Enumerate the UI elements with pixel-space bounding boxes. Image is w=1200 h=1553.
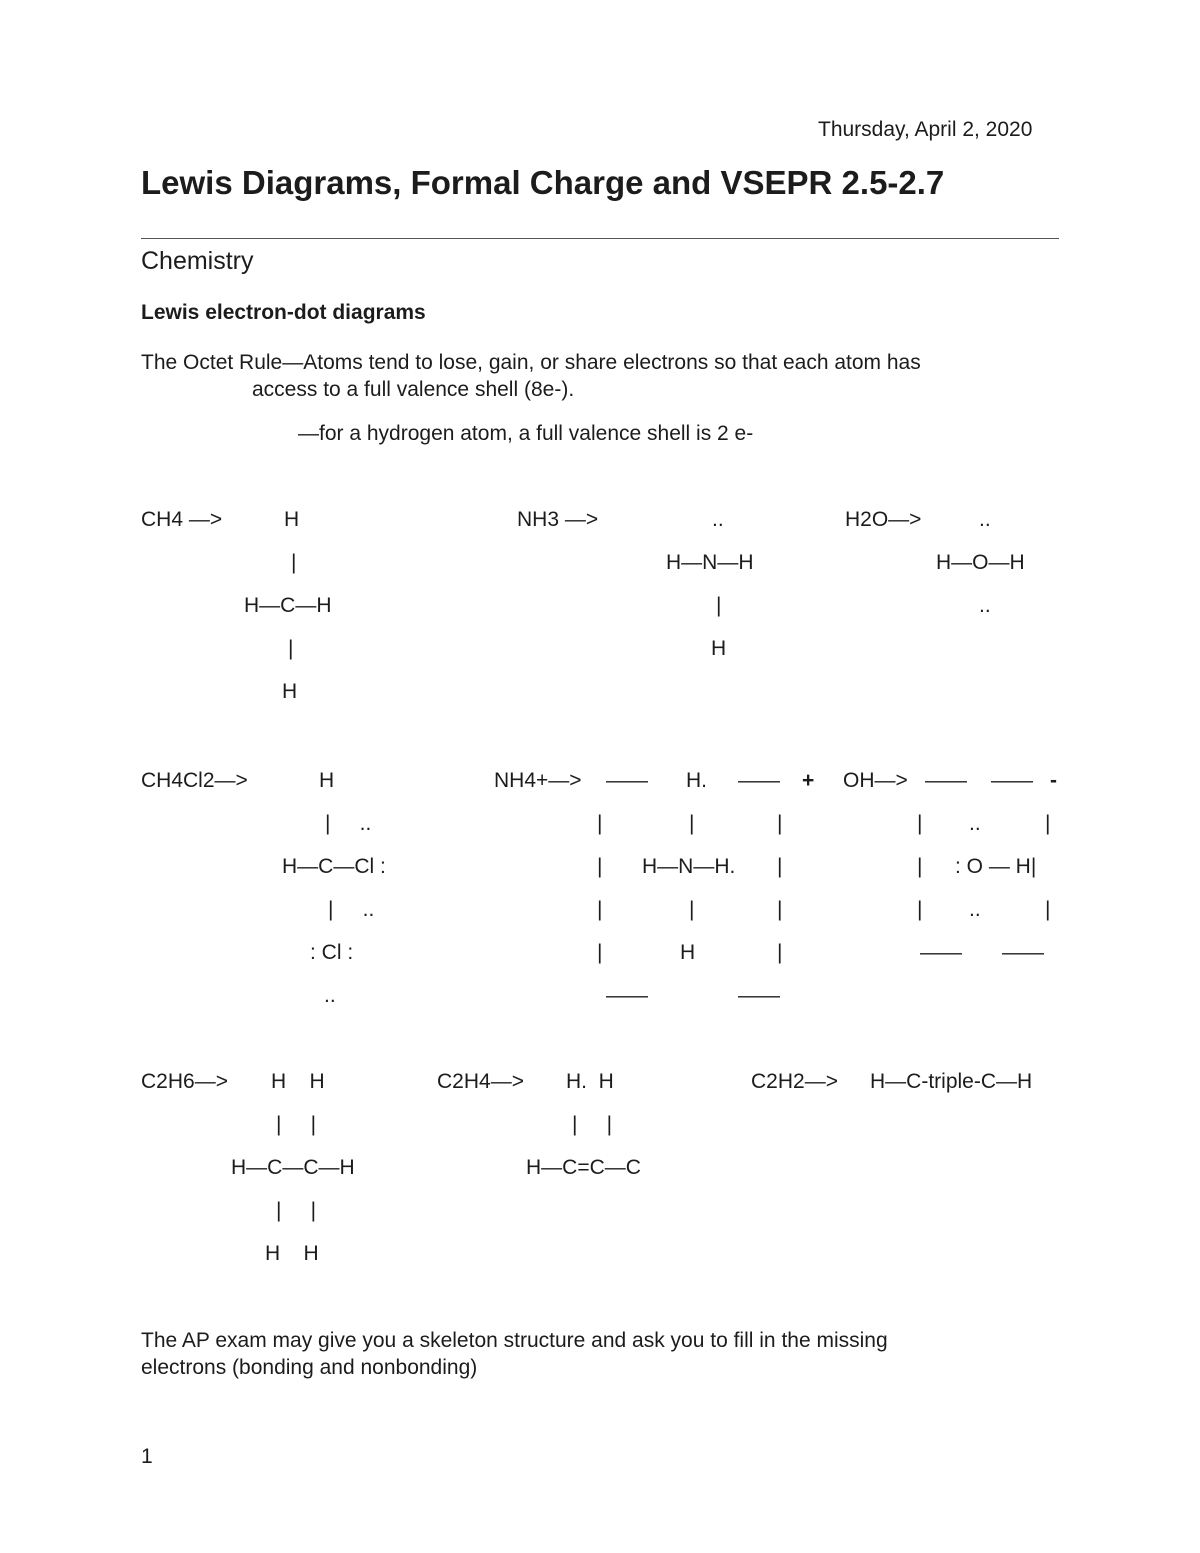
nh3-row-2: H—N—H [666, 551, 754, 574]
c2h6-row-4: | | [276, 1199, 317, 1222]
c2h2-label: C2H2—> [751, 1070, 838, 1093]
oh-bracket-right-bar: | [1045, 812, 1051, 835]
nh4-label: NH4+—> [494, 769, 582, 792]
oh-bracket-top-right: —— [991, 769, 1033, 792]
nh4-bracket-top-left: —— [606, 769, 648, 792]
nh4-bracket-left-bar: | [597, 898, 603, 921]
nh4-row-5: H [680, 941, 696, 964]
oh-bracket-left-bar: | [917, 898, 923, 921]
h2o-row-1: .. [979, 508, 991, 531]
oh-label: OH—> [843, 769, 908, 792]
nh4-bracket-bottom-left: —— [606, 984, 648, 1007]
octet-rule-line-2: access to a full valence shell (8e-). [252, 378, 575, 401]
nh4-bond-top: | [689, 812, 695, 835]
h2o-row-3: .. [979, 594, 991, 617]
oh-charge: - [1050, 769, 1057, 792]
oh-bracket-bottom-left: —— [920, 941, 962, 964]
ch4cl2-row-2: | .. [325, 812, 372, 835]
document-date: Thursday, April 2, 2020 [818, 118, 1033, 141]
c2h6-row-2: | | [276, 1113, 317, 1136]
c2h6-row-3: H—C—C—H [231, 1156, 355, 1179]
octet-rule-line-1: The Octet Rule—Atoms tend to lose, gain, or share electrons so that each atom has [141, 351, 921, 374]
oh-bracket-left-bar: | [917, 812, 923, 835]
ch4-row-4: | [288, 637, 294, 660]
ch4cl2-row-5: : Cl : [310, 941, 354, 964]
h2o-label: H2O—> [845, 508, 922, 531]
nh4-bracket-top-right: —— [738, 769, 780, 792]
ap-exam-line-1: The AP exam may give you a skeleton structure and ask you to fill in the missing [141, 1329, 888, 1352]
c2h4-row-2: | | [572, 1113, 613, 1136]
c2h6-row-5: H H [265, 1242, 319, 1265]
nh3-row-3: | [716, 594, 722, 617]
nh4-bracket-right-bar: | [777, 898, 783, 921]
ch4cl2-row-6: .. [324, 984, 336, 1007]
document-title: Lewis Diagrams, Formal Charge and VSEPR 2.5-2.7 [141, 164, 945, 201]
c2h4-label: C2H4—> [437, 1070, 524, 1093]
nh4-bracket-left-bar: | [597, 855, 603, 878]
nh4-bond-bottom: | [689, 898, 695, 921]
ch4-row-3: H—C—H [244, 594, 332, 617]
ch4cl2-label: CH4Cl2—> [141, 769, 248, 792]
subject-label: Chemistry [141, 247, 254, 275]
c2h4-row-3: H—C=C—C [526, 1156, 641, 1179]
ch4cl2-row-3: H—C—Cl : [282, 855, 386, 878]
oh-row-3: : O — H| [955, 855, 1037, 878]
oh-lone-pair-bottom: .. [969, 898, 981, 921]
oh-bracket-top-left: —— [925, 769, 967, 792]
nh4-bracket-left-bar: | [597, 812, 603, 835]
c2h4-row-1: H. H [566, 1070, 614, 1093]
oh-bracket-bottom-right: —— [1002, 941, 1044, 964]
nh4-bracket-bottom-right: —— [738, 984, 780, 1007]
ch4-row-5: H [282, 680, 298, 703]
nh3-row-4: H [711, 637, 727, 660]
h2o-row-2: H—O—H [936, 551, 1025, 574]
nh4-row-1: H. [686, 769, 707, 792]
ch4cl2-row-1: H [319, 769, 335, 792]
c2h6-label: C2H6—> [141, 1070, 228, 1093]
nh4-row-3: H—N—H. [642, 855, 736, 878]
nh4-bracket-right-bar: | [777, 855, 783, 878]
ch4-row-2: | [291, 551, 297, 574]
oh-bracket-left-bar: | [917, 855, 923, 878]
nh4-bracket-right-bar: | [777, 941, 783, 964]
nh4-bracket-right-bar: | [777, 812, 783, 835]
c2h2-formula: H—C-triple-C—H [870, 1070, 1033, 1093]
nh4-bracket-left-bar: | [597, 941, 603, 964]
ch4-row-1: H [284, 508, 300, 531]
hydrogen-note: —for a hydrogen atom, a full valence shell is 2 e- [298, 422, 754, 445]
oh-bracket-right-bar: | [1045, 898, 1051, 921]
ch4cl2-row-4: | .. [328, 898, 375, 921]
oh-lone-pair-top: .. [969, 812, 981, 835]
nh4-charge: + [802, 769, 815, 792]
ap-exam-line-2: electrons (bonding and nonbonding) [141, 1356, 478, 1379]
section-heading: Lewis electron-dot diagrams [141, 301, 426, 324]
page-number: 1 [141, 1445, 153, 1468]
ch4-label: CH4 —> [141, 508, 223, 531]
nh3-row-1: .. [712, 508, 724, 531]
nh3-label: NH3 —> [517, 508, 599, 531]
c2h6-row-1: H H [271, 1070, 325, 1093]
title-divider [141, 238, 1059, 239]
